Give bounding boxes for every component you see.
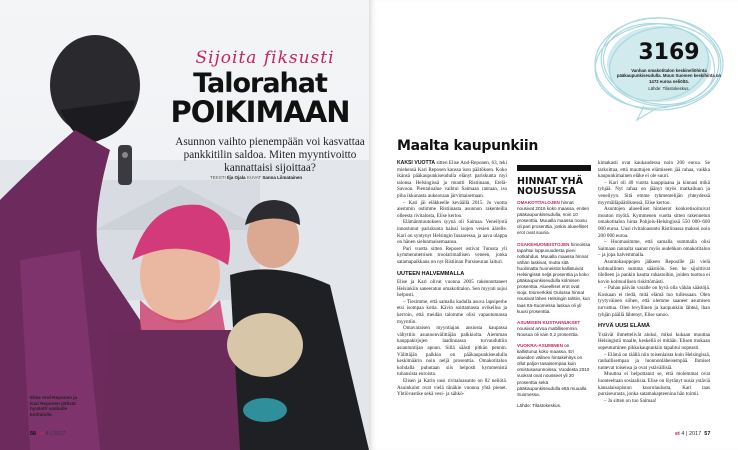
paragraph: – Tiesimme, että samalla kadulla asuva lapsiperhe etsi isompaa kotia. Kävin soittamassa ovikelloa ja kerroin, että meidän talomme olisi vapautumassa myyntiin. <box>397 298 507 325</box>
sidebar-text: hinnat nousivat 2016 koko maassa, eniten pääkaupunkiseudulla, noin 10 prosenttia. Muualla maassa nousu oli pari prosenttia, joskin alueelliset erot ovat suuria. <box>517 200 590 236</box>
paragraph: Pari vuotta sitten Reposet ostivat Turusta yli kymmenmetrisen troolarimallisen veneen, jonka satamapaikkana on nyt Ristiinan Pursiseuran laituri. <box>397 245 507 265</box>
paragraph: Elise ja Kari olivat vuonna 2005 rakennuttaneet Helsinkiin saneeratun omakotitalon. Sen myynti sujui helposti. <box>397 279 507 299</box>
sidebar-text: nousivat arvoa maltillisemmin. Nousua oli vain 0,2 prosenttia. <box>517 325 579 337</box>
byline-text-label: TEKSTI <box>210 175 226 180</box>
stat-text <box>616 68 722 92</box>
right-page <box>369 0 738 450</box>
paragraph: – Pahan päivän varalle on hyvä olla vähän säästöjä. Koskaan ei tiedä, mitä elämä tuo tullessaan. Olen tyytyväinen siihen, että olemme saaneet asumisen turvattua. Olen levyllinen ja kaupunkiin lähteä, ihan tyhjän päällä lähtenyt, Elise sanoo. <box>598 285 710 318</box>
paragraph: Omavaraisen myyntiajan ansiosta kaupassa vältyttiin asunnonvälittäjän palkkiolta. Aiemman kauppakirjojen laadinnassa turvauduttiin asiantuntijan apuun. Sillä säästi pitkän pennin. Välittäjän palkkio on pääkaupunkiseudulla keskimäärin noin neljä prosenttia. Omakotitalon kohdalla puhutaan siis helposti kymmenistä tuhansista euroista. <box>397 325 507 378</box>
left-folio <box>30 431 65 437</box>
byline <box>210 175 302 180</box>
sidebar-source: Lähde: Tilastokeskus. <box>517 402 562 408</box>
right-folio <box>675 431 710 437</box>
sidebar-box <box>517 165 591 414</box>
byline-photo-label: KUVAT <box>246 175 262 180</box>
paragraph: – Huomasimme, että samalla summalla olisi Saimaan rannalta saanut myös uudehkon omakotitalon – ja jopa halvemmalla. <box>598 239 710 259</box>
byline-photographer: Sanna Liimatainen <box>262 175 303 180</box>
sidebar-keyword: OMAKOTITALOJEN <box>517 200 560 205</box>
sidebar-text: hinnoissa tapahtui loppuvuodesta pieni notkahdus. Muualla maassa hinnat vähän laskivat, mutta sitä huolimatta huoneistot kallistuivat Helsingissä neljä prosenttia ja koko pääkaupunkiseudulla kolmisen prosenttia. Alueelliset erot ovat isoja. Esimerkiksi Oulussa hinnat nousivat lähes Helsingin tahtiin, kun taas Itä-Suomessa laskua oli yli kuusi prosenttia. <box>517 241 591 314</box>
byline-author: Ilja Ojala <box>227 175 246 180</box>
article-title <box>150 68 369 129</box>
paragraph: Elämänmuutoksen syynä oli Saimaa. Veneilystä innostunut pariskunta halusi isojen vesien äärelle. Kari on syntynyt Helsingin Iosaaressa, ja aava ulappa on hänen sielunmaisemaansa. <box>397 219 507 246</box>
paragraph: Asuntojen alueelliset hintaerot konkretisoituivat muuton myötä. Kymmenen vuotta sitten rakennetun omakotitalon hinta Pohjois-Helsingissä 550 000–600 000 euroa. Uusi rivitaloasunto Ristiinassa maksoi noin 200 000 euroa. <box>598 206 710 239</box>
lead-in: KAKSI VUOTTA <box>397 160 435 166</box>
scribble-bubble-icon <box>589 12 729 122</box>
deck: Asunnon vaihto pienempään voi kasvattaa pankkitilin saldoa. Miten myyntivoitto kannattaisi sijoittaa? <box>175 136 365 174</box>
subheading: HYVÄ UUSI ELÄMÄ <box>598 323 650 330</box>
paragraph: – Elämä on täällä niin toisenlaista kuin Helsingissä, rauhallisempaa ja luonnonläheisempää. Ihmiset tuntevat toisensa ja ovat ystävällisiä. <box>598 351 710 371</box>
paragraph: kimakasti ovat kaukaudessa noin 200 euroa. Se tarkoittaa, että muuttujen elämiseen jää rahaa, vaikka kaupunkimainen eläke ei ole suuri. <box>598 160 710 180</box>
sidebar-keyword: ASUMISEN KUSTANNUKSET <box>517 319 581 325</box>
stat-description: Vanhan omakotitalon keskineliöhinta pääkaupunkiseudulla. Muun Suomen keskihinta on 1472 euroa neliöltä. <box>616 68 722 84</box>
sidebar-title: HINNAT YHÄ NOUSUSSA <box>517 176 583 197</box>
column-3 <box>598 160 710 404</box>
paragraph: Elisen ja Karin uusi rivitaloasunto on 82 neliötä. Asuinkulut ovat vielä tänäkin vuonna yhtä pienet. Yhtiövastike sekä vesi- ja sähkö- <box>397 378 507 398</box>
paragraph: Ystävät ihmettelivät aluksi, miksi kukaan muuttaa Helsingistä maalle, keskellä ei mitään. Elisen mukaan sopeutuminen pikkukaupunkiin tapahtui nopeasti. <box>598 331 710 352</box>
title-line-1: Talorahat <box>193 68 327 99</box>
stat-source: Lähde: Tilastokeskus. <box>648 86 690 92</box>
title-line-2: POIKIMAAN <box>170 95 350 129</box>
stat-number: 3169 <box>638 40 700 65</box>
issue: 4 | 2017 <box>45 431 66 437</box>
paragraph: Muuttoa ei helpottanut se, että molemmat ovat luonteeltaan sosiaalisia. Elise on löytänyt uusia ystäviä kansalaisopiston kuorolaulusta, Kari taas pursiseurasta, jonka satamakapteenina hän toimii. <box>598 371 710 398</box>
paragraph: – Ja sitten on tuo Saimaa! <box>604 397 657 404</box>
sidebar-keyword: OSAKEHUONEISTOJEN <box>517 241 570 247</box>
photo-caption: Elise And-Reponen ja Kari Reponen jättivät hyvästit vanhalle kotitalolle. <box>30 395 78 417</box>
sidebar-keyword: VUOKRA-ASUMINEN <box>517 342 563 348</box>
page-number: 56 <box>30 431 37 437</box>
sidebar-text: on kallistunut koko maassa. Eri alueiden välinen hintakehitys on ollut paljon tasaisempaa kuin omistusasunnoissa. Vuodesta 2010 vuokrat ovat nousseet yli 20 prosenttia sekä pääkaupunkiseudulla että muualla Suomessa. <box>517 342 590 397</box>
paragraph: Asuntokauppojen jälkeen Reposille jäi vielä kohtuullinen summa säästöön. Sen he sijoittivat tilelleen ja pankin kautta rahastoihin, joiden tuottoa ei kovin kohtuullisen riskittömästi. <box>598 258 710 285</box>
paragraph: – Kari jäi eläkkeelle keväällä 2015. Jo vuotta aiemmin ostimme Ristiinasta asunnon rakenteilla olleesta rivitalosta, Elise kertoo. <box>397 199 507 219</box>
section-headline: Maalta kaupunkiin <box>397 138 539 154</box>
paragraph: sitten Elise And-Reponen, 63, teki miehensä Kari Reposen kanssa ison päätöksen. Koko ikänsä pääkaupunkiseudulla elänyt pariskunta myi talonsa Helsingissä ja muutti Ristiinaan, Etelä-Savoon. Pientaloalue vaihtui Saimaan rantaan, iso piha ikkunasta aukeavaan järvimaisemaan. <box>397 160 508 199</box>
issue: 4 | 2017 <box>681 431 702 437</box>
kicker: Sijoita fiksusti <box>195 48 335 68</box>
subheading: UUTEEN HALVEMMALLA <box>397 270 465 277</box>
magazine-logo: et <box>39 431 45 437</box>
column-1 <box>397 160 507 398</box>
page-number: 57 <box>704 431 711 437</box>
paragraph: – Kari oli 40 vuotta kauppiaana ja kinnasi mikä tyhjää. Nyt rahaa on jäänyt myös matkailuun ja veneilyyn. Sitä emme tyhmentelijän yhteydessä myymälläpäätöksessä, Elise kertoo. <box>598 179 710 206</box>
magazine-logo: et <box>675 431 680 437</box>
